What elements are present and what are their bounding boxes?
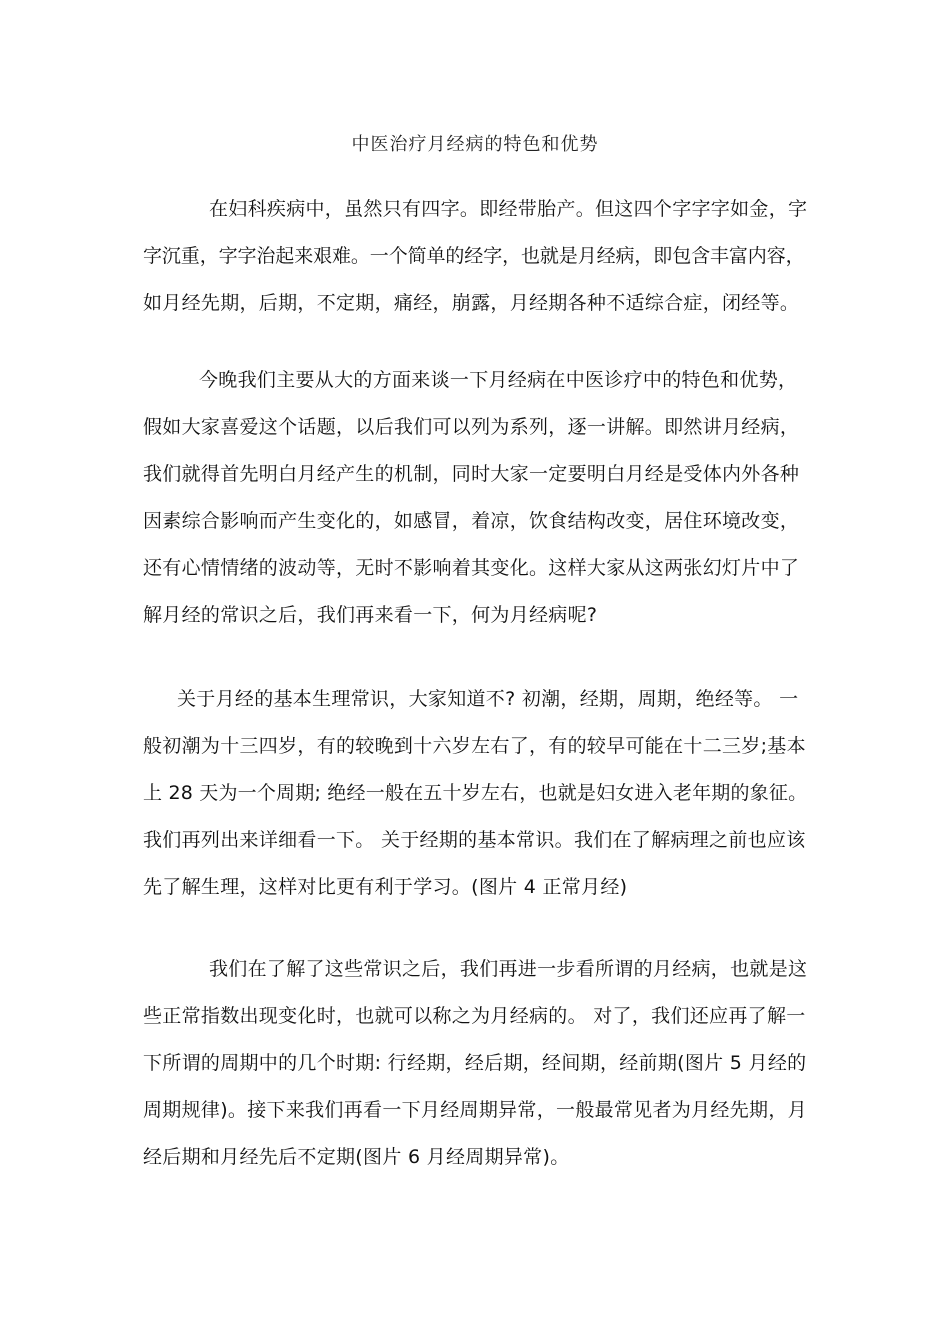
paragraph-line: 假如大家喜爱这个话题，以后我们可以列为系列，逐一讲解。即然讲月经病，	[143, 416, 800, 438]
paragraph-line: 般初潮为十三四岁，有的较晚到十六岁左右了，有的较早可能在十二三岁;基本	[143, 735, 806, 757]
paragraph-1	[143, 186, 807, 327]
document-title: 中医治疗月经病的特色和优势	[351, 134, 599, 155]
paragraph-line: 如月经先期，后期，不定期，痛经，崩露，月经期各种不适综合症，闭经等。	[143, 292, 800, 314]
paragraph-line: 我们就得首先明白月经产生的机制，同时大家一定要明白月经是受体内外各种	[143, 463, 800, 485]
paragraph-2	[143, 357, 807, 639]
paragraph-line: 解月经的常识之后，我们再来看一下，何为月经病呢?	[143, 604, 598, 626]
paragraph-line: 还有心情情绪的波动等，无时不影响着其变化。这样大家从这两张幻灯片中了	[143, 557, 800, 579]
paragraph-line: 些正常指数出现变化时，也就可以称之为月经病的。 对了，我们还应再了解一	[143, 1005, 806, 1027]
paragraph-line: 我们在了解了这些常识之后，我们再进一步看所谓的月经病，也就是这	[209, 958, 808, 980]
paragraph-line: 经后期和月经先后不定期(图片 6 月经周期异常)。	[143, 1146, 570, 1168]
paragraph-line: 今晚我们主要从大的方面来谈一下月经病在中医诊疗中的特色和优势，	[199, 369, 798, 391]
paragraph-line: 在妇科疾病中，虽然只有四字。即经带胎产。但这四个字字字如金，字	[209, 198, 808, 220]
paragraph-line: 因素综合影响而产生变化的，如感冒，着凉，饮食结构改变，居住环境改变，	[143, 510, 800, 532]
paragraph-line: 上 28 天为一个周期; 绝经一般在五十岁左右，也就是妇女进入老年期的象征。	[143, 782, 808, 804]
paragraph-line: 下所谓的周期中的几个时期: 行经期，经后期，经间期，经前期(图片 5 月经的	[143, 1052, 807, 1074]
paragraph-3	[143, 676, 807, 911]
paragraph-line: 先了解生理，这样对比更有利于学习。(图片 4 正常月经)	[143, 876, 628, 898]
paragraph-line: 关于月经的基本生理常识，大家知道不? 初潮，经期，周期，绝经等。 一	[177, 688, 799, 710]
paragraph-line: 周期规律)。接下来我们再看一下月经周期异常，一般最常见者为月经先期，月	[143, 1099, 807, 1121]
paragraph-line: 我们再列出来详细看一下。 关于经期的基本常识。我们在了解病理之前也应该	[143, 829, 806, 851]
paragraph-line: 字沉重，字字治起来艰难。一个简单的经字，也就是月经病，即包含丰富内容，	[143, 245, 805, 267]
paragraph-4	[143, 946, 807, 1181]
